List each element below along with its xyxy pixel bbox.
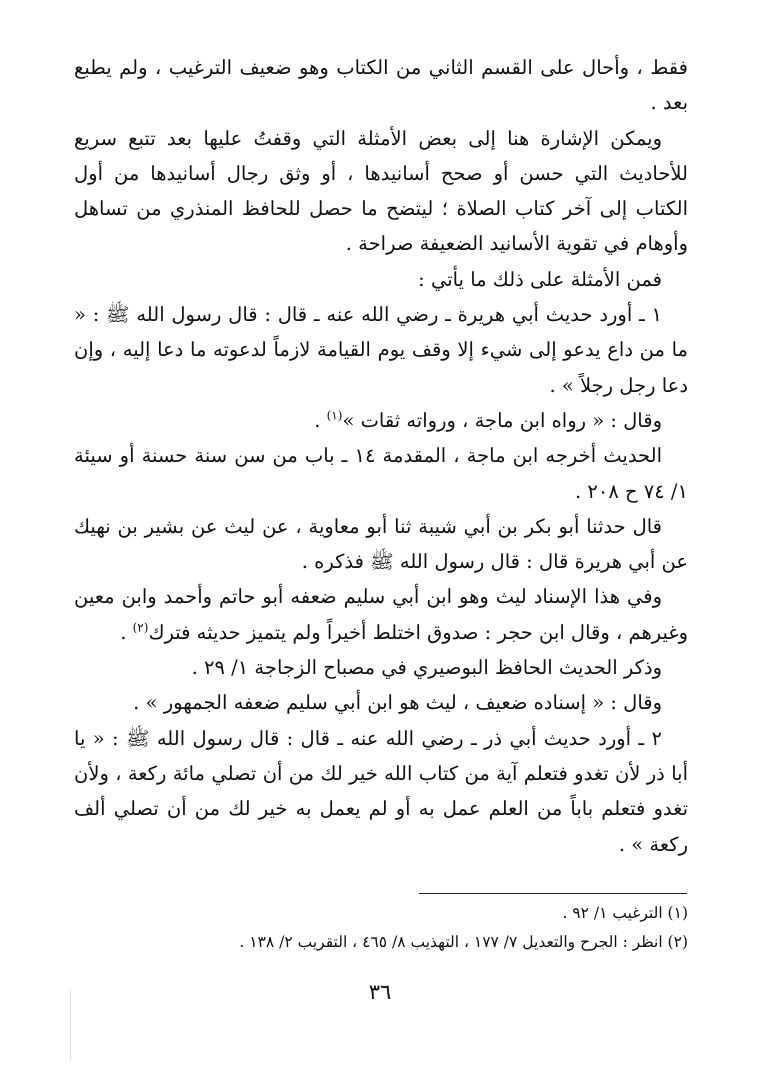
paragraph-5-tail: . [314,408,327,432]
footnotes [74,899,688,957]
page-body [74,50,688,862]
paragraph-5-text: وقال : « رواه ابن ماجة ، ورواته ثقات » [342,408,662,432]
paragraph-10: وقال : « إسناده ضعيف ، ليث هو ابن أبي سليم ضعفه الجمهور » . [133,691,662,715]
paragraph-8-tail: . [120,620,133,644]
footnote-1: (١) الترغيب ١/ ٩٢ . [562,904,688,922]
paragraph-9: وذكر الحديث الحافظ البوصيري في مصباح الزجاجة ١/ ٢٩ . [191,656,662,680]
paragraph-6: الحديث أخرجه ابن ماجة ، المقدمة ١٤ ـ باب من سن سنة حسنة أو سيئة ١/ ٧٤ ح ٢٠٨ . [74,444,688,503]
paragraph-8-text: وفي هذا الإسناد ليث وهو ابن أبي سليم ضعفه أبو حاتم وأحمد وابن معين وغيرهم ، وقال ابن حجر : صدوق اختلط أخيراً ولم يتميز حديثه فترك [74,585,688,644]
paragraph-11: ٢ ـ أورد حديث أبي ذر ـ رضي الله عنه ـ قال : قال رسول الله ﷺ : « يا أبا ذر لأن تغدو فتعلم آية من كتاب الله خير لك من أن تصلي مائة ركعة ، ولأن تغدو فتعلم باباً من العلم عمل به أو لم يعمل به خير لك من أن تصلي ألف ركعة » . [74,726,688,856]
footnote-ref-1: (١) [326,408,343,423]
footnote-ref-2: (٢) [132,620,149,635]
paragraph-2: ويمكن الإشارة هنا إلى بعض الأمثلة التي وقفتُ عليها بعد تتبع سريع للأحاديث التي حسن أو صحح أسانيدها ، أو وثق رجال أسانيدها من أول الكتاب إلى آخر كتاب الصلاة ؛ ليتضح ما حصل للحافظ المنذري من تساهل وأوهام في تقوية الأسانيد الضعيفة صراحة . [74,126,688,256]
paragraph-4: ١ ـ أورد حديث أبي هريرة ـ رضي الله عنه ـ قال : قال رسول الله ﷺ : « ما من داع يدعو إلى شيء إلا وقف يوم القيامة لازماً لدعوته ما دعا إليه ، وإن دعا رجل رجلاً » . [74,303,688,397]
page-number: ٣٦ [368,980,392,1004]
footnote-2: (٢) انظر : الجرح والتعديل ٧/ ١٧٧ ، التهذيب ٨/ ٤٦٥ ، التقريب ٢/ ١٣٨ . [239,933,688,951]
paragraph-8 [74,579,688,650]
paragraph-1: فقط ، وأحال على القسم الثاني من الكتاب وهو ضعيف الترغيب ، ولم يطبع بعد . [74,56,688,115]
footnote-divider [419,893,687,894]
scan-edge-line [70,990,71,1060]
paragraph-3: فمن الأمثلة على ذلك ما يأتي : [418,267,662,291]
paragraph-5 [74,403,688,438]
paragraph-7: قال حدثنا أبو بكر بن أبي شيبة ثنا أبو معاوية ، عن ليث عن بشير بن نهيك عن أبي هريرة قال : قال رسول الله ﷺ فذكره . [74,514,688,574]
